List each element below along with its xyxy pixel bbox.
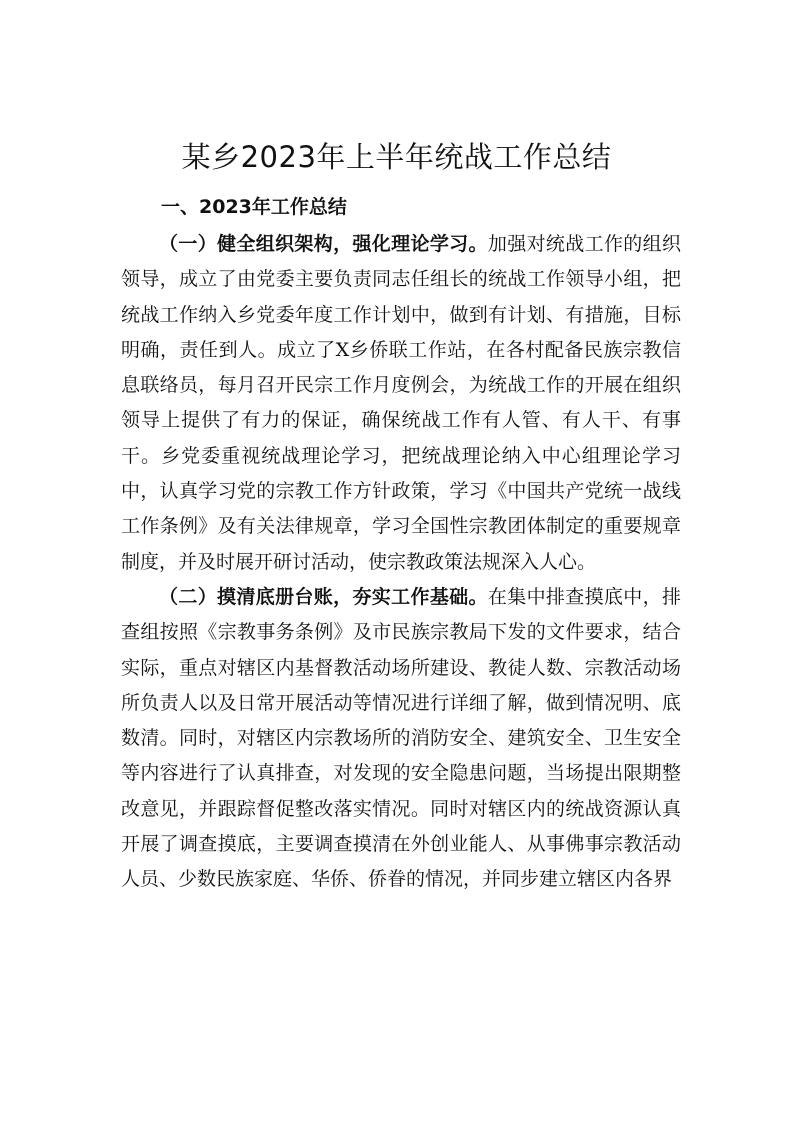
paragraph-1-text: 加强对统战工作的组织领导，成立了由党委主要负责同志任组长的统战工作领导小组，把统战工作纳入乡党委年度工作计划中，做到有计划、有措施，目标明确，责任到人。成立了X乡侨联工作站，在各村配备民族宗教信息联络员，每月召开民宗工作月度例会，为统战工作的开展在组织领导上提供了有力的保证，确保统战工作有人管、有人干、有事干。乡党委重视统战理论学习，把统战理论纳入中心组理论学习中，认真学习党的宗教工作方针政策，学习《中国共产党统一战线工作条例》及有关法律规章，学习全国性宗教团体制定的重要规章制度，并及时展开研讨活动，使宗教政策法规深入人心。: [121, 233, 681, 573]
paragraph-1-lead: （一）健全组织架构，强化理论学习。: [159, 233, 488, 255]
paragraph-1: [121, 227, 681, 580]
document-title: 某乡2023年上半年统战工作总结: [181, 140, 612, 174]
paragraph-2-text: 在集中排查摸底中，排查组按照《宗教事务条例》及市民族宗教局下发的文件要求，结合实际，重点对辖区内基督教活动场所建设、教徒人数、宗教活动场所负责人以及日常开展活动等情况进行详细了解，做到情况明、底数清。同时，对辖区内宗教场所的消防安全、建筑安全、卫生安全等内容进行了认真排查，对发现的安全隐患问题，当场提出限期整改意见，并跟踪督促整改落实情况。同时对辖区内的统战资源认真开展了调查摸底，主要调查摸清在外创业能人、从事佛事宗教活动人员、少数民族家庭、华侨、侨眷的情况，并同步建立辖区内各界: [121, 585, 681, 891]
paragraph-2-lead: （二）摸清底册台账，夯实工作基础。: [159, 585, 488, 608]
paragraph-2: [121, 580, 681, 898]
section-heading: 一、2023年工作总结: [161, 196, 347, 218]
document-body: [121, 227, 681, 898]
